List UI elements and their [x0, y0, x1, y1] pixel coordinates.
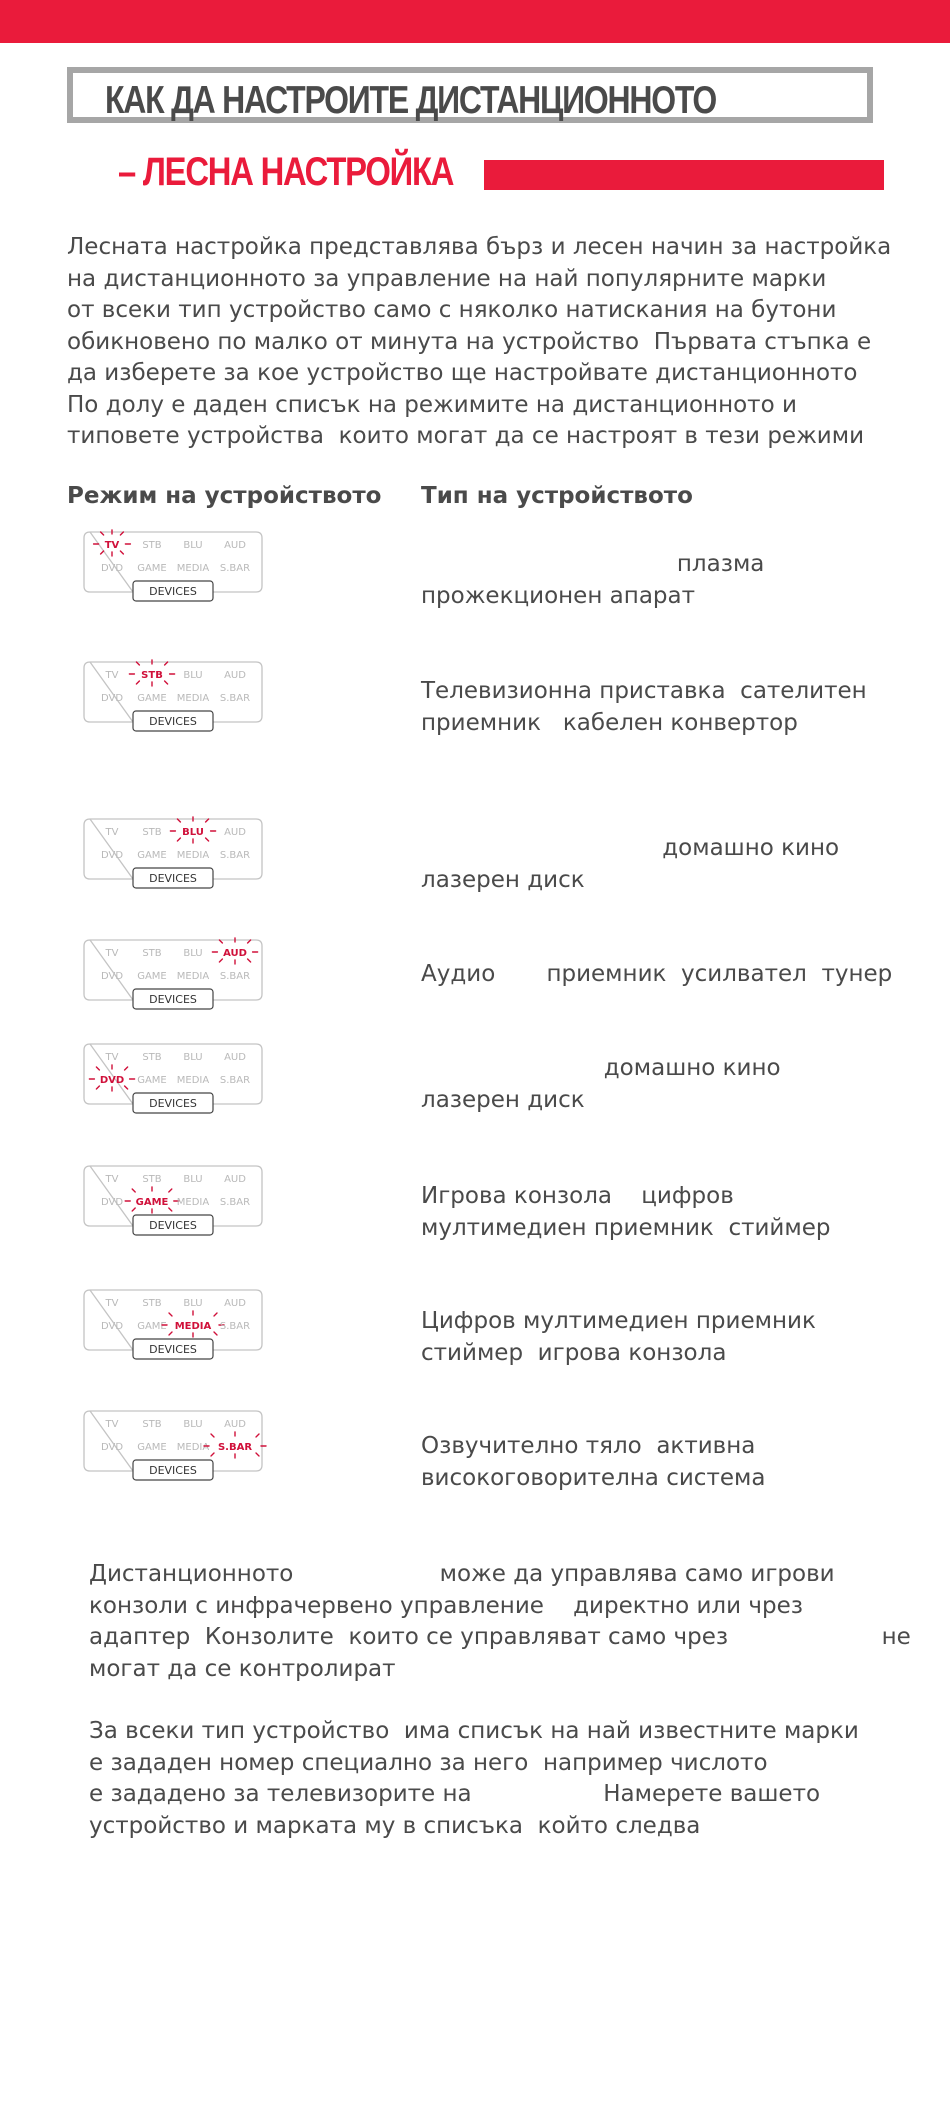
device-type-description: Игрова конзола цифров мултимедиен приемник стиймер — [421, 1183, 831, 1241]
mode-label-tv: TV — [105, 1419, 119, 1430]
remote-mode-illustration — [82, 817, 264, 893]
mode-label-media: MEDIA — [176, 1075, 210, 1086]
mode-label-dvd: DVD — [100, 971, 124, 982]
top-red-bar — [0, 0, 950, 43]
device-type-description: плазма прожекционен апарат — [421, 551, 765, 609]
mode-label-stb: STB — [142, 827, 162, 838]
mode-label-aud: AUD — [223, 948, 247, 959]
mode-label-sbar: S.BAR — [219, 1197, 251, 1208]
mode-label-aud: AUD — [224, 1419, 246, 1430]
mode-label-tv: TV — [105, 1174, 119, 1185]
remote-mode-illustration — [82, 1288, 264, 1364]
mode-label-stb: STB — [142, 1052, 162, 1063]
remote-diagram — [82, 938, 264, 1014]
remote-diagram — [82, 530, 264, 606]
mode-label-stb: STB — [141, 670, 163, 681]
devices-button-label: DEVICES — [149, 1464, 197, 1477]
mode-label-media: MEDIA — [176, 563, 210, 574]
devices-button-label: DEVICES — [149, 993, 197, 1006]
mode-label-game: GAME — [137, 850, 167, 861]
mode-label-dvd: DVD — [99, 1075, 125, 1086]
remote-mode-illustration — [82, 1409, 264, 1485]
mode-label-sbar: S.BAR — [219, 971, 251, 982]
device-type-description: Озвучително тяло активна високоговорителна система — [421, 1433, 766, 1491]
device-type-description: Цифров мултимедиен приемник стиймер игрова конзола — [421, 1308, 816, 1366]
mode-label-tv: TV — [105, 1298, 119, 1309]
mode-label-blu: BLU — [183, 948, 203, 959]
mode-label-tv: TV — [105, 1052, 119, 1063]
outro-paragraph-2: За всеки тип устройство има списък на най известните марки е зададен номер специално за него например числото е зададено за телевизорите на Намерете вашето устройство и марката му в списъка който следва — [89, 1718, 859, 1839]
remote-mode-illustration — [82, 1042, 264, 1118]
remote-diagram — [82, 817, 264, 893]
mode-label-tv: TV — [105, 670, 119, 681]
devices-button-label: DEVICES — [149, 585, 197, 598]
mode-label-dvd: DVD — [100, 1321, 124, 1332]
mode-label-media: MEDIA — [176, 971, 210, 982]
mode-label-media: MEDIA — [176, 850, 210, 861]
mode-label-blu: BLU — [183, 1052, 203, 1063]
mode-label-sbar: S.BAR — [219, 693, 251, 704]
device-type-description: домашно кино лазерен диск — [421, 835, 840, 893]
devices-button-label: DEVICES — [149, 1219, 197, 1232]
mode-label-stb: STB — [142, 540, 162, 551]
mode-label-stb: STB — [142, 948, 162, 959]
mode-label-tv: TV — [105, 948, 119, 959]
remote-mode-illustration — [82, 530, 264, 606]
mode-label-sbar: S.BAR — [219, 1075, 251, 1086]
mode-label-media: MEDIA — [174, 1321, 212, 1332]
mode-label-game: GAME — [137, 1442, 167, 1453]
mode-label-blu: BLU — [183, 1174, 203, 1185]
mode-label-game: GAME — [137, 693, 167, 704]
mode-label-sbar: S.BAR — [219, 563, 251, 574]
page-title: КАК ДА НАСТРОИТЕ ДИСТАНЦИОННОТО — [105, 79, 717, 122]
mode-label-sbar: S.BAR — [217, 1442, 253, 1453]
remote-mode-illustration — [82, 938, 264, 1014]
mode-label-game: GAME — [137, 563, 167, 574]
mode-label-aud: AUD — [224, 1174, 246, 1185]
device-type-description: Телевизионна приставка сателитен приемник кабелен конвертор — [421, 678, 867, 736]
mode-label-blu: BLU — [182, 827, 204, 838]
mode-label-sbar: S.BAR — [219, 1321, 251, 1332]
page-subtitle: – ЛЕСНА НАСТРОЙКА — [118, 150, 454, 194]
column-header-mode: Режим на устройството — [67, 483, 382, 509]
mode-label-blu: BLU — [183, 670, 203, 681]
remote-mode-illustration — [82, 1164, 264, 1240]
mode-label-aud: AUD — [224, 670, 246, 681]
mode-label-game: GAME — [135, 1197, 169, 1208]
mode-label-media: MEDIA — [176, 1442, 210, 1453]
mode-label-media: MEDIA — [176, 1197, 210, 1208]
column-header-type: Тип на устройството — [421, 483, 693, 509]
remote-diagram — [82, 1164, 264, 1240]
mode-label-game: GAME — [137, 1075, 167, 1086]
mode-label-sbar: S.BAR — [219, 850, 251, 861]
mode-label-stb: STB — [142, 1298, 162, 1309]
remote-diagram — [82, 660, 264, 736]
mode-label-dvd: DVD — [100, 1442, 124, 1453]
mode-label-media: MEDIA — [176, 693, 210, 704]
title-box — [67, 67, 873, 123]
mode-label-game: GAME — [137, 1321, 167, 1332]
mode-label-blu: BLU — [183, 540, 203, 551]
mode-label-aud: AUD — [224, 1298, 246, 1309]
devices-button-label: DEVICES — [149, 1097, 197, 1110]
mode-label-tv: TV — [104, 540, 120, 551]
devices-button-label: DEVICES — [149, 715, 197, 728]
mode-label-stb: STB — [142, 1419, 162, 1430]
mode-label-aud: AUD — [224, 1052, 246, 1063]
mode-label-dvd: DVD — [100, 1197, 124, 1208]
intro-paragraph: Лесната настройка представлява бърз и лесен начин за настройка на дистанционното за управление на най популярните марки от всеки тип устройство само с няколко натискания на бутони обикновено по малко от минута на устройство Първата стъпка е да изберете за кое устройство ще настройвате дистанционното По долу е даден списък на режимите на дистанционното и типовете устройства които могат да се настроят в тези режими — [67, 234, 892, 449]
mode-label-aud: AUD — [224, 540, 246, 551]
remote-diagram — [82, 1042, 264, 1118]
mode-label-dvd: DVD — [100, 563, 124, 574]
mode-label-blu: BLU — [183, 1298, 203, 1309]
remote-diagram — [82, 1288, 264, 1364]
device-type-description: домашно кино лазерен диск — [421, 1055, 781, 1113]
mode-label-dvd: DVD — [100, 693, 124, 704]
mode-label-dvd: DVD — [100, 850, 124, 861]
device-type-description: Аудио приемник усилвател тунер — [421, 961, 893, 987]
remote-diagram — [82, 1409, 264, 1485]
mode-label-game: GAME — [137, 971, 167, 982]
mode-label-blu: BLU — [183, 1419, 203, 1430]
remote-mode-illustration — [82, 660, 264, 736]
mode-label-stb: STB — [142, 1174, 162, 1185]
mode-label-tv: TV — [105, 827, 119, 838]
mode-label-aud: AUD — [224, 827, 246, 838]
outro-paragraph-1: Дистанционното може да управлява само игрови конзоли с инфрачервено управление директно или чрез адаптер Конзолите които се управляват само чрез не могат да се контролират — [89, 1561, 911, 1682]
devices-button-label: DEVICES — [149, 1343, 197, 1356]
subtitle-red-bar — [484, 160, 884, 190]
devices-button-label: DEVICES — [149, 872, 197, 885]
